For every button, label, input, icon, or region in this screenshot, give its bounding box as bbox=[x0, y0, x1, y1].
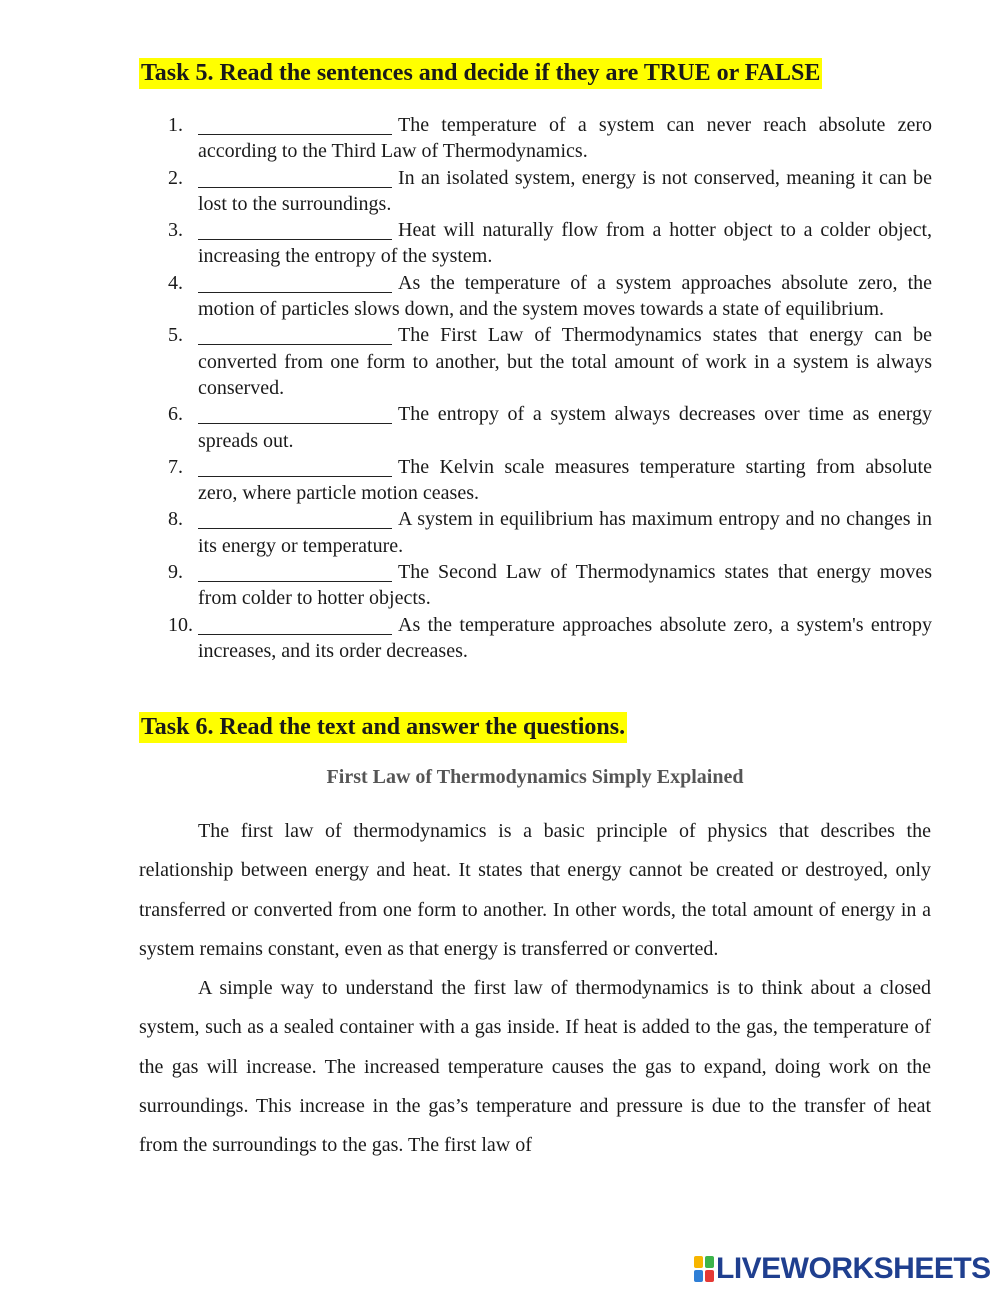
list-item bbox=[140, 454, 932, 507]
answer-blank-9[interactable] bbox=[198, 562, 392, 582]
logo-square-blue bbox=[694, 1270, 703, 1282]
logo-square-green bbox=[705, 1256, 714, 1268]
list-item bbox=[140, 270, 932, 323]
item-number: 6. bbox=[168, 403, 183, 426]
logo-text: LIVEWORKSHEETS bbox=[716, 1252, 991, 1285]
reading-title: First Law of Thermodynamics Simply Explained bbox=[326, 766, 744, 788]
answer-blank-3[interactable] bbox=[198, 220, 392, 240]
liveworksheets-logo[interactable] bbox=[694, 1254, 991, 1284]
answer-blank-4[interactable] bbox=[198, 273, 392, 293]
item-text: The entropy of a system always decreases over time as energy spreads out. bbox=[198, 403, 932, 452]
liveworksheets-logo-icon bbox=[694, 1256, 714, 1282]
list-item bbox=[140, 165, 932, 218]
list-item bbox=[140, 612, 932, 665]
item-text: The Second Law of Thermodynamics states that energy moves from colder to hotter objects. bbox=[198, 561, 932, 610]
answer-blank-7[interactable] bbox=[198, 457, 392, 477]
answer-blank-6[interactable] bbox=[198, 404, 392, 424]
passage-paragraph-2: A simple way to understand the first law of thermodynamics is to think about a closed system, such as a sealed container with a gas inside. If heat is added to the gas, the temperature of the gas will increase. The increased temperature causes the gas to expand, doing work on the surroundings. This increase in the gas’s temperature and pressure is due to the transfer of heat from the surroundings to the gas. The first law of bbox=[139, 977, 931, 1157]
passage-paragraph-1: The first law of thermodynamics is a basic principle of physics that describes the relationship between energy and heat. It states that energy cannot be created or destroyed, only transferred or converted from one form to another. In other words, the total amount of energy in a system remains constant, even as that energy is transferred or converted. bbox=[139, 820, 931, 960]
item-text: In an isolated system, energy is not conserved, meaning it can be lost to the surroundings. bbox=[198, 166, 932, 215]
list-item bbox=[140, 322, 932, 401]
item-text: As the temperature of a system approaches absolute zero, the motion of particles slows down, and the system moves towards a state of equilibrium. bbox=[198, 271, 932, 321]
answer-blank-1[interactable] bbox=[198, 115, 392, 135]
reading-passage bbox=[139, 812, 931, 1166]
task6-heading: Task 6. Read the text and answer the questions. bbox=[139, 712, 627, 743]
list-item bbox=[140, 112, 932, 165]
answer-blank-8[interactable] bbox=[198, 509, 392, 529]
item-text: A system in equilibrium has maximum entropy and no changes in its energy or temperature. bbox=[198, 508, 932, 557]
item-number: 3. bbox=[168, 219, 183, 242]
task5-heading: Task 5. Read the sentences and decide if they are TRUE or FALSE bbox=[139, 58, 822, 89]
item-text: The First Law of Thermodynamics states that energy can be converted from one form to another, but the total amount of work in a system is always conserved. bbox=[198, 324, 932, 399]
item-text: The temperature of a system can never reach absolute zero according to the Third Law of Thermodynamics. bbox=[198, 114, 932, 163]
item-text: Heat will naturally flow from a hotter object to a colder object, increasing the entropy of the system. bbox=[198, 219, 932, 268]
list-item bbox=[140, 217, 932, 270]
item-number: 5. bbox=[168, 324, 183, 347]
answer-blank-2[interactable] bbox=[198, 168, 392, 188]
list-item bbox=[140, 401, 932, 454]
item-number: 8. bbox=[168, 508, 183, 531]
true-false-list bbox=[140, 112, 932, 664]
logo-square-red bbox=[705, 1270, 714, 1282]
list-item bbox=[140, 506, 932, 559]
item-number: 2. bbox=[168, 166, 183, 189]
item-number: 7. bbox=[168, 455, 183, 478]
logo-square-yellow bbox=[694, 1256, 703, 1268]
item-number: 4. bbox=[168, 271, 183, 294]
item-number: 10. bbox=[168, 613, 193, 636]
list-item bbox=[140, 559, 932, 612]
item-number: 9. bbox=[168, 561, 183, 584]
answer-blank-5[interactable] bbox=[198, 325, 392, 345]
item-number: 1. bbox=[168, 114, 183, 136]
item-text: The Kelvin scale measures temperature starting from absolute zero, where particle motion ceases. bbox=[198, 455, 932, 505]
item-text: As the temperature approaches absolute zero, a system's entropy increases, and its order decreases. bbox=[198, 613, 932, 662]
answer-blank-10[interactable] bbox=[198, 615, 392, 635]
